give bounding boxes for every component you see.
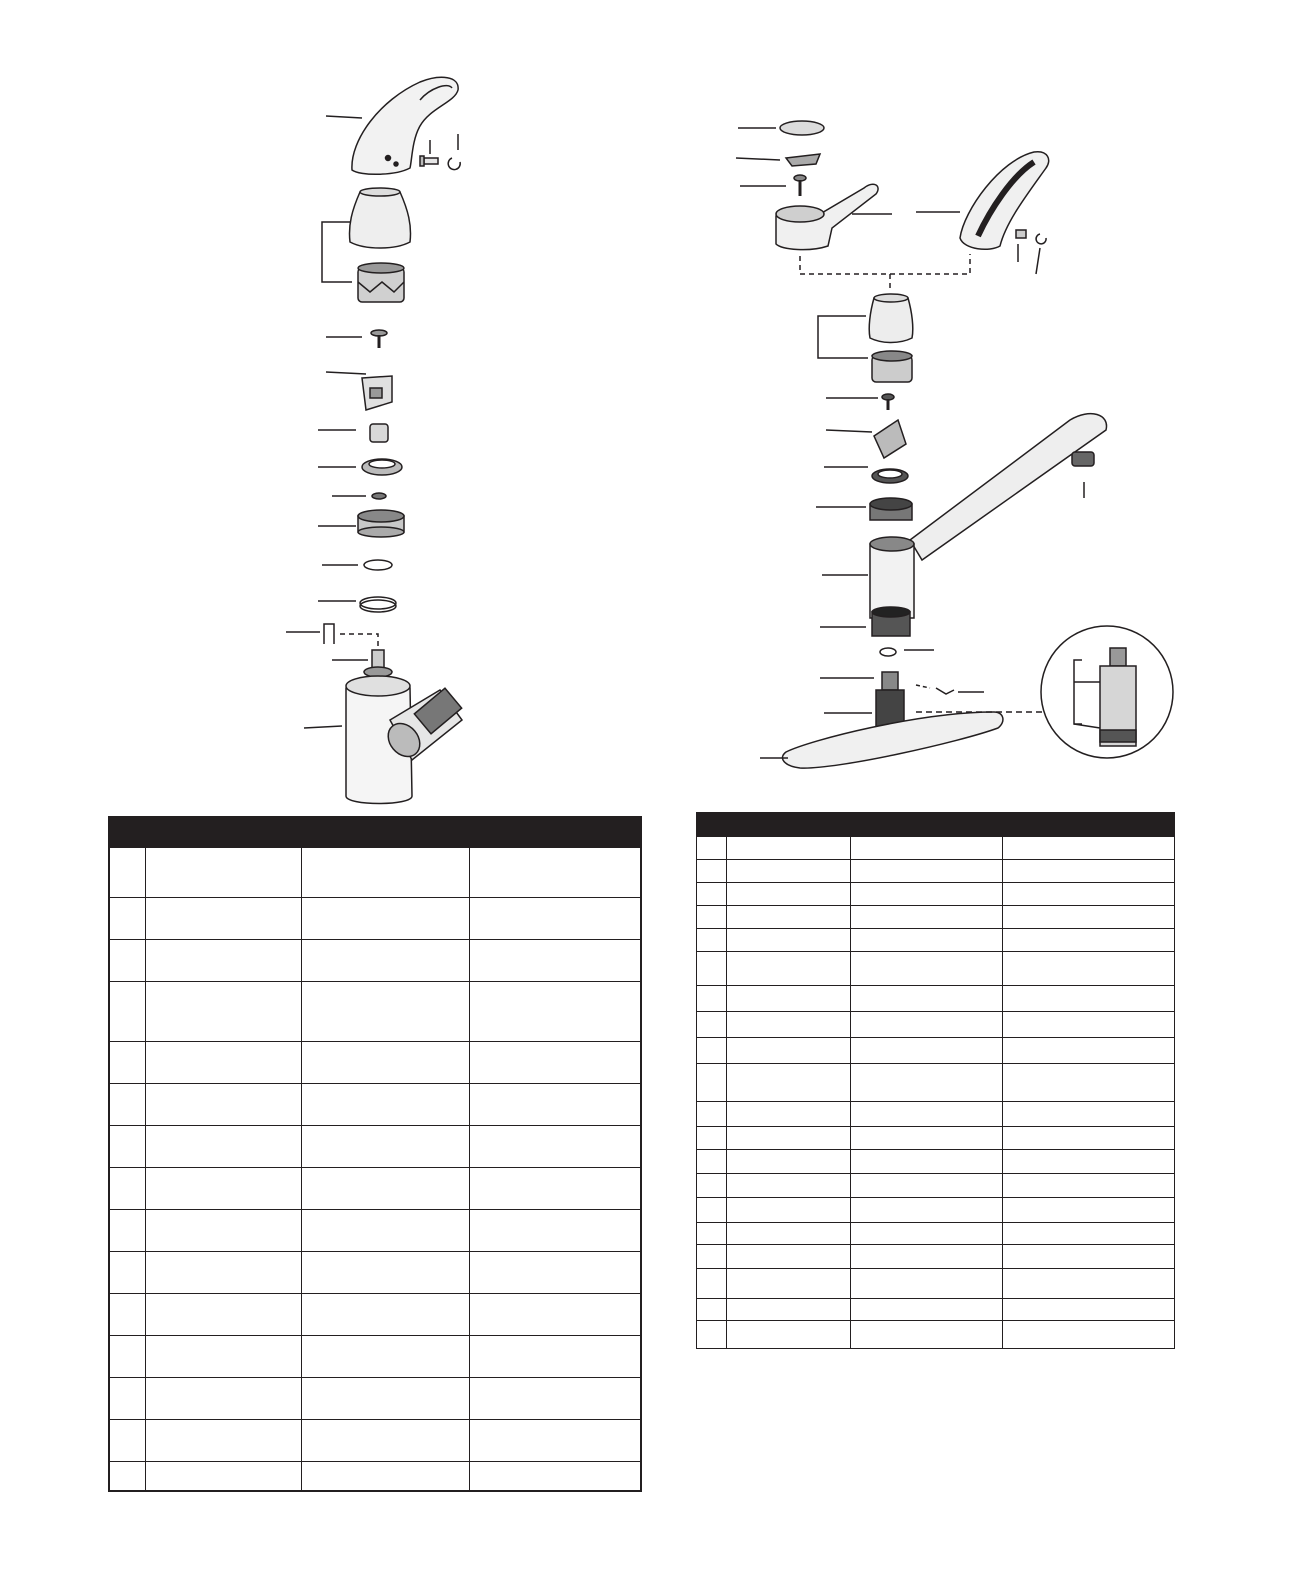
table-cell — [697, 952, 727, 986]
stem-extension — [370, 424, 388, 442]
table-cell — [109, 1209, 145, 1251]
table-cell — [1003, 952, 1175, 986]
table-cell — [469, 897, 641, 939]
aerator — [1072, 452, 1094, 466]
table-row — [109, 1419, 641, 1461]
table-row — [109, 1377, 641, 1419]
table-cell — [1003, 1174, 1175, 1198]
table-cell — [851, 1245, 1003, 1269]
table-cell — [145, 1293, 301, 1335]
table-cell — [727, 1038, 851, 1064]
table-cell — [851, 906, 1003, 929]
table-cell — [301, 1251, 469, 1293]
table-cell — [109, 897, 145, 939]
table-row — [109, 981, 641, 1041]
table-cell — [1003, 1245, 1175, 1269]
table-cell — [697, 1127, 727, 1150]
table-row — [697, 1269, 1175, 1299]
table-cell — [727, 1012, 851, 1038]
table-cell — [109, 847, 145, 897]
table-cell — [1003, 1038, 1175, 1064]
table-row — [697, 1223, 1175, 1245]
table-cell — [145, 897, 301, 939]
table-cell — [851, 1321, 1003, 1349]
lever-handle-a — [776, 184, 878, 249]
table-cell — [109, 1293, 145, 1335]
table-cell — [697, 986, 727, 1012]
table-row — [697, 860, 1175, 883]
table-cell — [469, 1461, 641, 1491]
table-cell — [1003, 1127, 1175, 1150]
table-cell — [145, 1041, 301, 1083]
handle-adapter-cap — [869, 294, 913, 343]
table-cell — [469, 1041, 641, 1083]
table-cell — [469, 1335, 641, 1377]
table-cell — [145, 1167, 301, 1209]
bonnet-nut — [358, 510, 404, 537]
table-cell — [301, 1125, 469, 1167]
table-row — [109, 847, 641, 897]
lever-handle-b — [960, 152, 1049, 250]
table-cell — [109, 981, 145, 1041]
right-exploded-diagram — [660, 0, 1296, 810]
table-cell — [697, 837, 727, 860]
left-exploded-diagram — [0, 0, 660, 815]
table-cell — [1003, 906, 1175, 929]
table-cell — [851, 1012, 1003, 1038]
table-cell — [1003, 1269, 1175, 1299]
table-cell — [1003, 883, 1175, 906]
table-cell — [1003, 986, 1175, 1012]
table-cell — [727, 837, 851, 860]
table-cell — [1003, 1299, 1175, 1321]
table-cell — [727, 1223, 851, 1245]
table-cell — [851, 1064, 1003, 1102]
table-row — [109, 1293, 641, 1335]
table-cell — [1003, 837, 1175, 860]
table-cell — [301, 1377, 469, 1419]
table-row — [109, 1209, 641, 1251]
table-row — [697, 1127, 1175, 1150]
valve-body — [346, 676, 462, 804]
table-cell — [469, 1251, 641, 1293]
table-row — [109, 1125, 641, 1167]
table-row — [697, 1198, 1175, 1223]
cap-button — [780, 121, 824, 135]
plug-button — [1036, 234, 1046, 244]
washer — [372, 493, 386, 499]
table-cell — [1003, 860, 1175, 883]
table-cell — [727, 860, 851, 883]
table-cell — [301, 1461, 469, 1491]
table-cell — [851, 1127, 1003, 1150]
table-row — [109, 897, 641, 939]
table-row — [109, 939, 641, 981]
table-cell — [469, 847, 641, 897]
table-row — [109, 1041, 641, 1083]
table-row — [697, 1012, 1175, 1038]
table-row — [697, 1245, 1175, 1269]
table-cell — [1003, 1012, 1175, 1038]
table-cell — [727, 929, 851, 952]
table-cell — [697, 906, 727, 929]
table-header-cell — [469, 817, 641, 847]
locknut — [872, 469, 908, 483]
table-cell — [851, 986, 1003, 1012]
handle-insert — [786, 154, 820, 166]
bonnet-nut — [870, 498, 912, 520]
table-cell — [109, 939, 145, 981]
table-cell — [109, 1419, 145, 1461]
table-cell — [109, 1377, 145, 1419]
locknut — [362, 459, 402, 475]
table-cell — [301, 939, 469, 981]
table-cell — [727, 1150, 851, 1174]
table-cell — [469, 1209, 641, 1251]
washer — [880, 648, 896, 656]
table-cell — [301, 1209, 469, 1251]
table-cell — [301, 1083, 469, 1125]
table-cell — [145, 1335, 301, 1377]
table-cell — [727, 1064, 851, 1102]
table-cell — [851, 1102, 1003, 1127]
table-cell — [301, 897, 469, 939]
table-cell — [851, 929, 1003, 952]
table-header-cell — [145, 817, 301, 847]
table-cell — [1003, 1198, 1175, 1223]
table-cell — [469, 981, 641, 1041]
handle-adapter — [362, 376, 392, 410]
table-cell — [727, 883, 851, 906]
table-row — [109, 1251, 641, 1293]
handle-screw — [794, 175, 806, 196]
table-cell — [109, 1251, 145, 1293]
table-cell — [469, 1167, 641, 1209]
table-cell — [697, 1245, 727, 1269]
table-cell — [145, 1251, 301, 1293]
table-cell — [727, 1198, 851, 1223]
table-cell — [1003, 1150, 1175, 1174]
table-cell — [697, 1321, 727, 1349]
table-cell — [301, 1419, 469, 1461]
table-cell — [469, 1419, 641, 1461]
table-cell — [727, 906, 851, 929]
table-cell — [727, 952, 851, 986]
retaining-clip — [936, 688, 954, 694]
table-cell — [697, 860, 727, 883]
table-cell — [301, 1167, 469, 1209]
table-row — [697, 1321, 1175, 1349]
table-cell — [697, 1198, 727, 1223]
table-cell — [851, 1198, 1003, 1223]
table-cell — [145, 847, 301, 897]
table-header-cell — [727, 813, 851, 837]
cap-nut — [872, 351, 912, 382]
retainer-ring — [360, 597, 396, 612]
table-cell — [145, 981, 301, 1041]
table-cell — [301, 1293, 469, 1335]
table-cell — [145, 1419, 301, 1461]
table-row — [697, 1299, 1175, 1321]
table-row — [697, 883, 1175, 906]
table-row — [697, 906, 1175, 929]
set-screw — [420, 156, 438, 166]
right-parts-table — [696, 812, 1175, 1349]
table-cell — [851, 1038, 1003, 1064]
table-cell — [301, 1335, 469, 1377]
table-cell — [697, 1269, 727, 1299]
table-cell — [109, 1125, 145, 1167]
table-cell — [469, 1083, 641, 1125]
table-cell — [727, 1321, 851, 1349]
cartridge — [364, 650, 392, 677]
table-cell — [851, 1269, 1003, 1299]
table-header-cell — [697, 813, 727, 837]
table-row — [697, 986, 1175, 1012]
table-row — [697, 1174, 1175, 1198]
table-cell — [109, 1167, 145, 1209]
table-cell — [697, 1223, 727, 1245]
table-row — [109, 1083, 641, 1125]
table-cell — [145, 1377, 301, 1419]
table-cell — [851, 1299, 1003, 1321]
table-cell — [301, 981, 469, 1041]
table-row — [697, 929, 1175, 952]
left-parts-table — [108, 816, 642, 1492]
table-cell — [851, 1223, 1003, 1245]
table-cell — [851, 837, 1003, 860]
table-cell — [145, 939, 301, 981]
table-row — [697, 1064, 1175, 1102]
set-screw — [1016, 230, 1026, 238]
o-ring — [364, 560, 392, 570]
table-cell — [145, 1083, 301, 1125]
table-cell — [145, 1209, 301, 1251]
table-cell — [851, 860, 1003, 883]
handle-screw — [371, 330, 387, 348]
table-cell — [727, 1245, 851, 1269]
table-cell — [469, 939, 641, 981]
table-cell — [109, 1041, 145, 1083]
adapter-screw — [882, 394, 894, 410]
table-cell — [697, 883, 727, 906]
cap-nut — [358, 263, 404, 302]
table-cell — [1003, 1223, 1175, 1245]
table-row — [697, 952, 1175, 986]
table-header-row — [697, 813, 1175, 837]
lever-handle — [352, 77, 458, 174]
table-cell — [851, 952, 1003, 986]
table-row — [109, 1167, 641, 1209]
table-cell — [1003, 1102, 1175, 1127]
table-cell — [697, 1299, 727, 1321]
table-row — [109, 1335, 641, 1377]
table-row — [109, 1461, 641, 1491]
table-row — [697, 1150, 1175, 1174]
table-cell — [697, 929, 727, 952]
table-cell — [109, 1461, 145, 1491]
table-header-cell — [1003, 813, 1175, 837]
table-cell — [469, 1125, 641, 1167]
table-header-row — [109, 817, 641, 847]
table-row — [697, 1102, 1175, 1127]
table-cell — [1003, 1321, 1175, 1349]
plug-button — [448, 158, 460, 170]
table-row — [697, 1038, 1175, 1064]
table-cell — [1003, 929, 1175, 952]
table-cell — [727, 1127, 851, 1150]
table-cell — [727, 986, 851, 1012]
table-cell — [851, 883, 1003, 906]
table-cell — [109, 1335, 145, 1377]
table-cell — [727, 1174, 851, 1198]
table-header-cell — [851, 813, 1003, 837]
table-cell — [851, 1174, 1003, 1198]
table-cell — [301, 847, 469, 897]
cartridge-detail-callout — [1041, 626, 1173, 758]
table-cell — [697, 1150, 727, 1174]
table-cell — [145, 1461, 301, 1491]
spout-adapter — [872, 607, 910, 636]
table-header-cell — [301, 817, 469, 847]
retaining-clip — [324, 624, 334, 644]
table-cell — [469, 1293, 641, 1335]
table-cell — [697, 1012, 727, 1038]
table-cell — [109, 1083, 145, 1125]
table-row — [697, 837, 1175, 860]
table-cell — [727, 1102, 851, 1127]
table-cell — [851, 1150, 1003, 1174]
table-cell — [469, 1377, 641, 1419]
table-cell — [697, 1038, 727, 1064]
table-cell — [301, 1041, 469, 1083]
table-cell — [697, 1064, 727, 1102]
table-cell — [1003, 1064, 1175, 1102]
table-cell — [697, 1102, 727, 1127]
handle-adapter-cap — [349, 188, 410, 248]
handle-adapter — [874, 420, 906, 458]
table-header-cell — [109, 817, 145, 847]
table-cell — [697, 1174, 727, 1198]
table-cell — [727, 1269, 851, 1299]
table-cell — [145, 1125, 301, 1167]
table-cell — [727, 1299, 851, 1321]
